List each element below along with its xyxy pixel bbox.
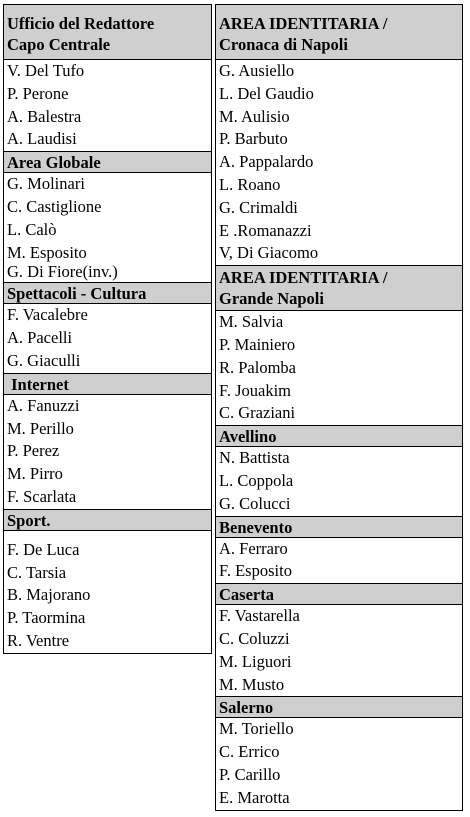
staff-name: P. Perone xyxy=(7,83,69,103)
staff-name: P. Carillo xyxy=(219,764,281,784)
section-names xyxy=(215,538,463,584)
staff-name: G. Molinari xyxy=(7,174,85,194)
staff-name: F. Vacalebre xyxy=(7,305,88,325)
staff-name: E .Romanazzi xyxy=(219,220,312,240)
left-column xyxy=(3,4,212,654)
section-header: AREA IDENTITARIA / Grande Napoli xyxy=(215,265,463,311)
staff-name: F. Vastarella xyxy=(219,606,300,626)
staff-name: L. Calò xyxy=(7,219,57,239)
staff-name: M. Musto xyxy=(219,674,285,694)
staff-name: G. Colucci xyxy=(219,493,291,513)
section-salerno xyxy=(215,696,463,810)
section-area-globale xyxy=(3,151,212,282)
staff-name: R. Palomba xyxy=(219,357,296,377)
staff-name: A. Ferraro xyxy=(219,538,288,558)
staff-name: M. Pirro xyxy=(7,464,63,484)
staff-name: M. Perillo xyxy=(7,418,74,438)
section-grande-napoli xyxy=(215,265,463,425)
section-names xyxy=(3,304,212,372)
right-column xyxy=(215,4,463,811)
staff-name: M. Toriello xyxy=(219,719,294,739)
staff-name: B. Majorano xyxy=(7,585,91,605)
section-avellino xyxy=(215,425,463,515)
staff-name: N. Battista xyxy=(219,448,290,468)
staff-name: C. Tarsia xyxy=(7,562,67,582)
section-cronaca-napoli xyxy=(215,4,463,265)
staff-name: M. Salvia xyxy=(219,312,284,332)
section-names xyxy=(3,173,212,282)
section-names xyxy=(215,447,463,515)
staff-name: P. Mainiero xyxy=(219,334,296,354)
section-header: Ufficio del Redattore Capo Centrale xyxy=(3,4,212,60)
staff-name: F. Jouakim xyxy=(219,380,292,400)
section-spettacoli-cultura xyxy=(3,282,212,372)
staff-name: R. Ventre xyxy=(7,630,70,650)
staff-name: M. Aulisio xyxy=(219,106,290,126)
staff-name: C. Graziani xyxy=(219,403,296,423)
section-sport xyxy=(3,509,212,654)
section-names xyxy=(3,60,212,151)
staff-name: L. Roano xyxy=(219,174,281,194)
section-redattore-capo xyxy=(3,4,212,151)
staff-name: M. Esposito xyxy=(7,242,87,262)
section-header: AREA IDENTITARIA / Cronaca di Napoli xyxy=(215,4,463,60)
section-names xyxy=(3,395,212,509)
staff-name: A. Fanuzzi xyxy=(7,395,80,415)
section-header: Salerno xyxy=(215,696,463,718)
section-names xyxy=(215,311,463,425)
staff-name: A. Pappalardo xyxy=(219,152,314,172)
section-header: Avellino xyxy=(215,425,463,447)
staff-name: L. Coppola xyxy=(219,470,294,490)
section-names xyxy=(215,718,463,810)
section-header: Internet xyxy=(3,373,212,395)
staff-name: F. Esposito xyxy=(219,561,292,581)
staff-name: C. Coluzzi xyxy=(219,628,290,648)
staff-name: F. De Luca xyxy=(7,539,80,559)
staff-name: P. Barbuto xyxy=(219,129,288,149)
section-benevento xyxy=(215,516,463,584)
section-names xyxy=(215,605,463,696)
staff-name: P. Taormina xyxy=(7,608,86,628)
section-names xyxy=(215,60,463,265)
staff-name: G. Giaculli xyxy=(7,350,81,370)
section-caserta xyxy=(215,583,463,696)
section-header: Caserta xyxy=(215,583,463,605)
section-header: Spettacoli - Cultura xyxy=(3,282,212,304)
staff-name: A. Laudisi xyxy=(7,129,77,149)
staff-name: G. Crimaldi xyxy=(219,197,298,217)
staff-name: A. Pacelli xyxy=(7,328,73,348)
staff-name: F. Scarlata xyxy=(7,486,77,506)
section-internet xyxy=(3,373,212,509)
section-names xyxy=(3,531,212,654)
staff-name: G. Ausiello xyxy=(219,61,295,80)
staff-name: A. Balestra xyxy=(7,106,82,126)
staff-name: P. Perez xyxy=(7,441,60,461)
staff-name: C. Errico xyxy=(219,742,280,762)
staff-name: V, Di Giacomo xyxy=(219,243,319,263)
section-header: Area Globale xyxy=(3,151,212,173)
staff-name: G. Di Fiore(inv.) xyxy=(7,264,118,282)
section-header: Sport. xyxy=(3,509,212,531)
section-header: Benevento xyxy=(215,516,463,538)
staff-name: C. Castiglione xyxy=(7,196,102,216)
staff-name: L. Del Gaudio xyxy=(219,83,314,103)
staff-name: E. Marotta xyxy=(219,787,290,807)
staff-name: M. Liguori xyxy=(219,651,292,671)
staff-name: V. Del Tufo xyxy=(7,61,85,80)
